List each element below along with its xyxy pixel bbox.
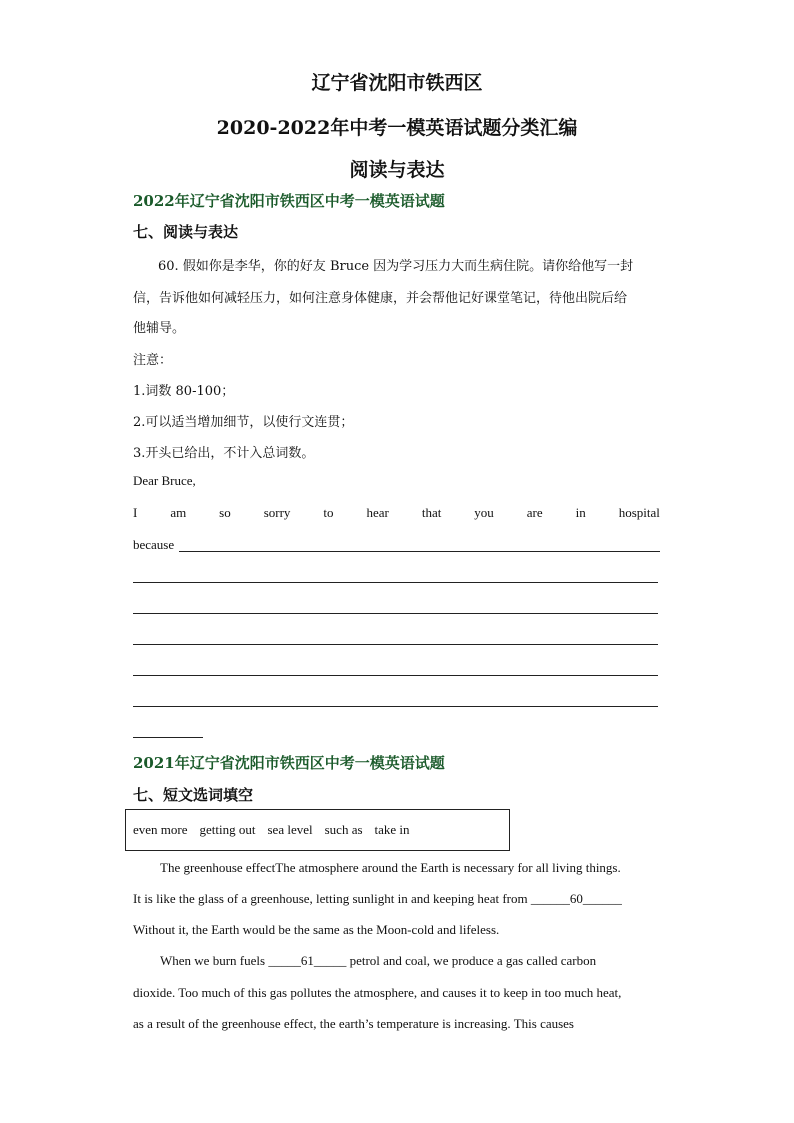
passage-p1-line-2: [133, 891, 622, 907]
passage-p2-line-3: as a result of the greenhouse effect, the earth’s temperature is increasing. This causes: [133, 1016, 574, 1031]
note-item-3: 3.开头已给出，不计入总词数。: [133, 446, 315, 461]
opening-word: to: [323, 505, 334, 520]
word-bank-item: getting out: [199, 822, 256, 837]
answer-line: [133, 675, 658, 676]
blank-61[interactable]: _____61_____: [268, 953, 347, 968]
opening-word: hear: [366, 505, 389, 520]
passage-text: petrol and coal, we produce a gas called carbon: [346, 953, 597, 968]
opening-word: am: [170, 505, 187, 520]
opening-word: you: [474, 505, 494, 520]
opening-word: so: [219, 505, 231, 520]
part-heading-2022: 七、阅读与表达: [133, 223, 239, 241]
letter-salutation: Dear Bruce,: [133, 473, 196, 488]
answer-line: [179, 551, 660, 552]
document-title-topic: 阅读与表达: [349, 159, 445, 181]
answer-line: [133, 582, 658, 583]
word-bank-item: take in: [374, 822, 410, 837]
opening-word: sorry: [263, 505, 291, 520]
note-item-2: 2.可以适当增加细节，以使行文连贯；: [133, 415, 354, 430]
opening-word: are: [526, 505, 543, 520]
part-heading-2021: 七、短文选词填空: [133, 786, 254, 804]
answer-line: [133, 706, 658, 707]
opening-word: hospital: [618, 505, 660, 520]
opening-word: I: [133, 505, 138, 520]
section-heading-2021: 2021年辽宁省沈阳市铁西区中考一模英语试题: [133, 754, 445, 772]
note-item-1: 1.词数 80-100；: [133, 384, 235, 399]
answer-line: [133, 644, 658, 645]
blank-60[interactable]: ______60______: [530, 891, 622, 906]
opening-word: that: [421, 505, 442, 520]
answer-line: [133, 613, 658, 614]
word-bank-item: sea level: [267, 822, 313, 837]
passage-p2-line-1: [160, 953, 596, 969]
word-bank-item: even more: [133, 822, 188, 837]
prompt-line-1: 60. 假如你是李华，你的好友 Bruce 因为学习压力大而生病住院。请你给他写一封: [158, 259, 634, 274]
prompt-line-2: 信，告诉他如何减轻压力，如何注意身体健康，并会帮他记好课堂笔记，待他出院后给: [133, 291, 628, 306]
word-bank-box: [125, 809, 510, 851]
passage-text: When we burn fuels: [160, 953, 269, 968]
document-title-range: 2020-2022年中考一模英语试题分类汇编: [216, 117, 578, 139]
letter-because: because: [133, 537, 175, 552]
answer-line: [133, 737, 203, 738]
passage-p1-line-1: The greenhouse effectThe atmosphere around the Earth is necessary for all living things.: [160, 860, 621, 875]
passage-p1-line-3: Without it, the Earth would be the same as the Moon-cold and lifeless.: [133, 922, 500, 937]
passage-p2-line-2: dioxide. Too much of this gas pollutes the atmosphere, and causes it to keep in too much heat,: [133, 985, 622, 1000]
letter-opening-line: [133, 505, 660, 521]
opening-word: in: [575, 505, 586, 520]
section-heading-2022: 2022年辽宁省沈阳市铁西区中考一模英语试题: [133, 192, 445, 210]
prompt-line-3: 他辅导。: [133, 321, 186, 336]
word-bank-item: such as: [324, 822, 363, 837]
passage-text: It is like the glass of a greenhouse, letting sunlight in and keeping heat from: [133, 891, 531, 906]
document-title-region: 辽宁省沈阳市铁西区: [311, 72, 483, 94]
note-title: 注意：: [133, 353, 173, 368]
